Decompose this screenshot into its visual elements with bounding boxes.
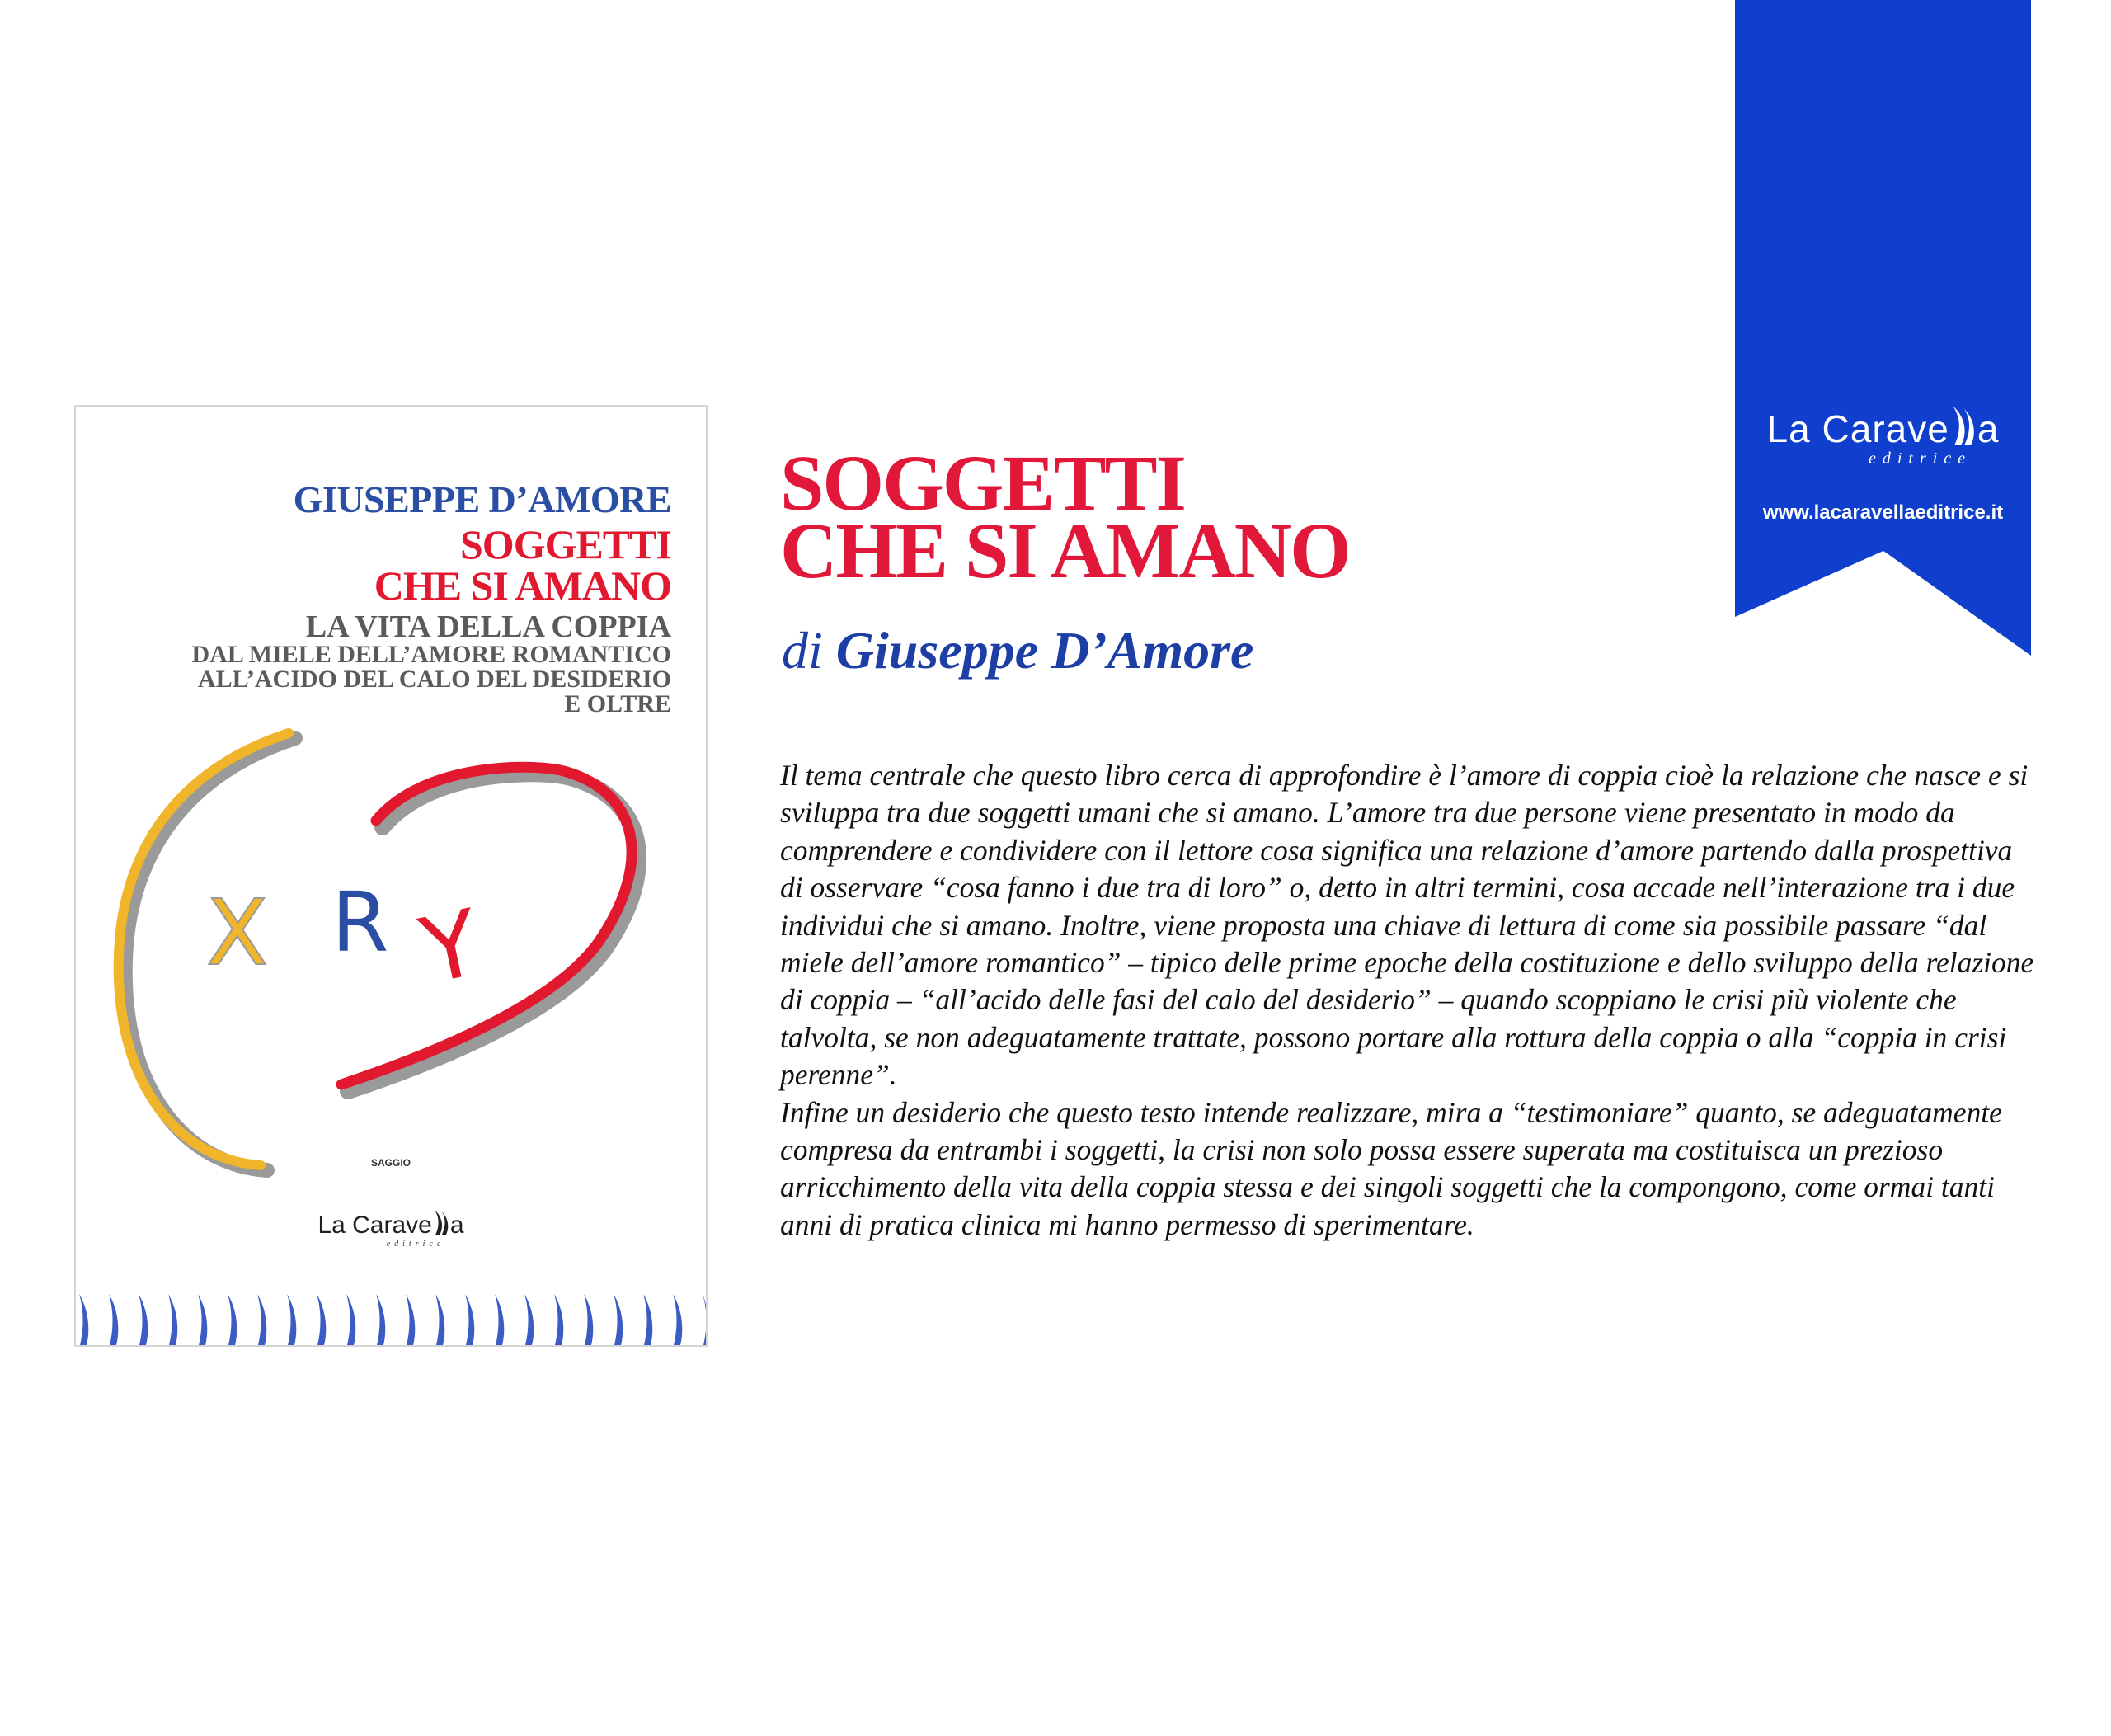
book-title-line1: SOGGETTI bbox=[780, 439, 1185, 527]
cover-logo-text-tail: a bbox=[449, 1211, 464, 1239]
cover-subtitle-line4: E OLTRE bbox=[564, 690, 671, 717]
logo-text-tail: a bbox=[1977, 407, 2000, 450]
art-letter-x: X bbox=[206, 880, 269, 986]
book-title-line2: CHE SI AMANO bbox=[780, 506, 1350, 595]
cover-title-line1: SOGGETTI bbox=[460, 521, 671, 567]
cover-logo-text: La Carave bbox=[317, 1211, 432, 1239]
logo-subtitle: editrice bbox=[1868, 449, 1972, 468]
sail-pattern bbox=[79, 1294, 708, 1347]
cover-logo-subtitle: editrice bbox=[386, 1240, 445, 1249]
description-paragraph-1: Il tema centrale che questo libro cerca di approfondire è l’amore di coppia cioè la relazione che nasce e si sviluppa tra due soggetti umani che si amano. L’amore tra due persone viene presentato in modo da comprendere e condividere con il lettore cosa significa una relazione d’amore partendo dalla prospettiva di osservare “cosa fanno i due tra di loro” o, detto in altri termini, cosa accade nell’interazione tra i due individui che si amano. Inoltre, viene proposta una chiave di lettura di come sia possibile passare “dal miele dell’amore romantico” – tipico delle prime epoche della costituzione e dello sviluppo della relazione di coppia – “all’acido delle fasi del calo del desiderio” – quando scoppiano le crisi più violente che talvolta, se non adeguatamente trattate, possono portare alla rottura della coppia o alla “coppia in crisi perenne”. bbox=[780, 759, 2034, 1092]
cover-series-label: SAGGIO bbox=[371, 1157, 411, 1169]
logo-text: La Carave bbox=[1766, 407, 1949, 450]
byline-prefix: di bbox=[782, 621, 823, 680]
cover-publisher-logo bbox=[76, 1208, 706, 1249]
ribbon-shape bbox=[1735, 0, 2031, 656]
website-link[interactable]: www.lacaravellaeditrice.it bbox=[1762, 501, 2004, 524]
publisher-ribbon bbox=[1735, 0, 2031, 656]
book-title bbox=[780, 439, 1350, 595]
cover-sail-icon bbox=[432, 1208, 450, 1236]
book-description bbox=[780, 757, 2042, 1244]
cover-subtitle-line3: ALL’ACIDO DEL CALO DEL DESIDERIO bbox=[197, 666, 671, 693]
art-letter-y: Y bbox=[412, 889, 489, 1004]
byline-author: Giuseppe D’Amore bbox=[835, 621, 1254, 680]
cover-title-line2: CHE SI AMANO bbox=[374, 562, 671, 609]
cover-author: GIUSEPPE D’AMORE bbox=[293, 478, 671, 520]
cover-subtitle-line1: LA VITA DELLA COPPIA bbox=[305, 609, 671, 644]
art-letter-r: R bbox=[331, 874, 389, 971]
cover-subtitle-line2: DAL MIELE DELL’AMORE ROMANTICO bbox=[191, 641, 671, 668]
book-byline bbox=[782, 620, 1253, 681]
sail-icon bbox=[1949, 404, 1977, 447]
cover-heart-illustration bbox=[76, 407, 708, 1347]
book-cover bbox=[74, 405, 708, 1347]
publisher-logo bbox=[1735, 404, 2031, 468]
description-paragraph-2: Infine un desiderio che questo testo intende realizzare, mira a “testimoniare” quanto, se adeguatamente compresa da entrambi i soggetti, la crisi non solo possa essere superata ma costituisca un prezioso arricchimento della vita della coppia stessa e dei singoli soggetti che la compongono, come ormai tanti anni di pratica clinica mi hanno permesso di sperimentare. bbox=[780, 1095, 2002, 1241]
